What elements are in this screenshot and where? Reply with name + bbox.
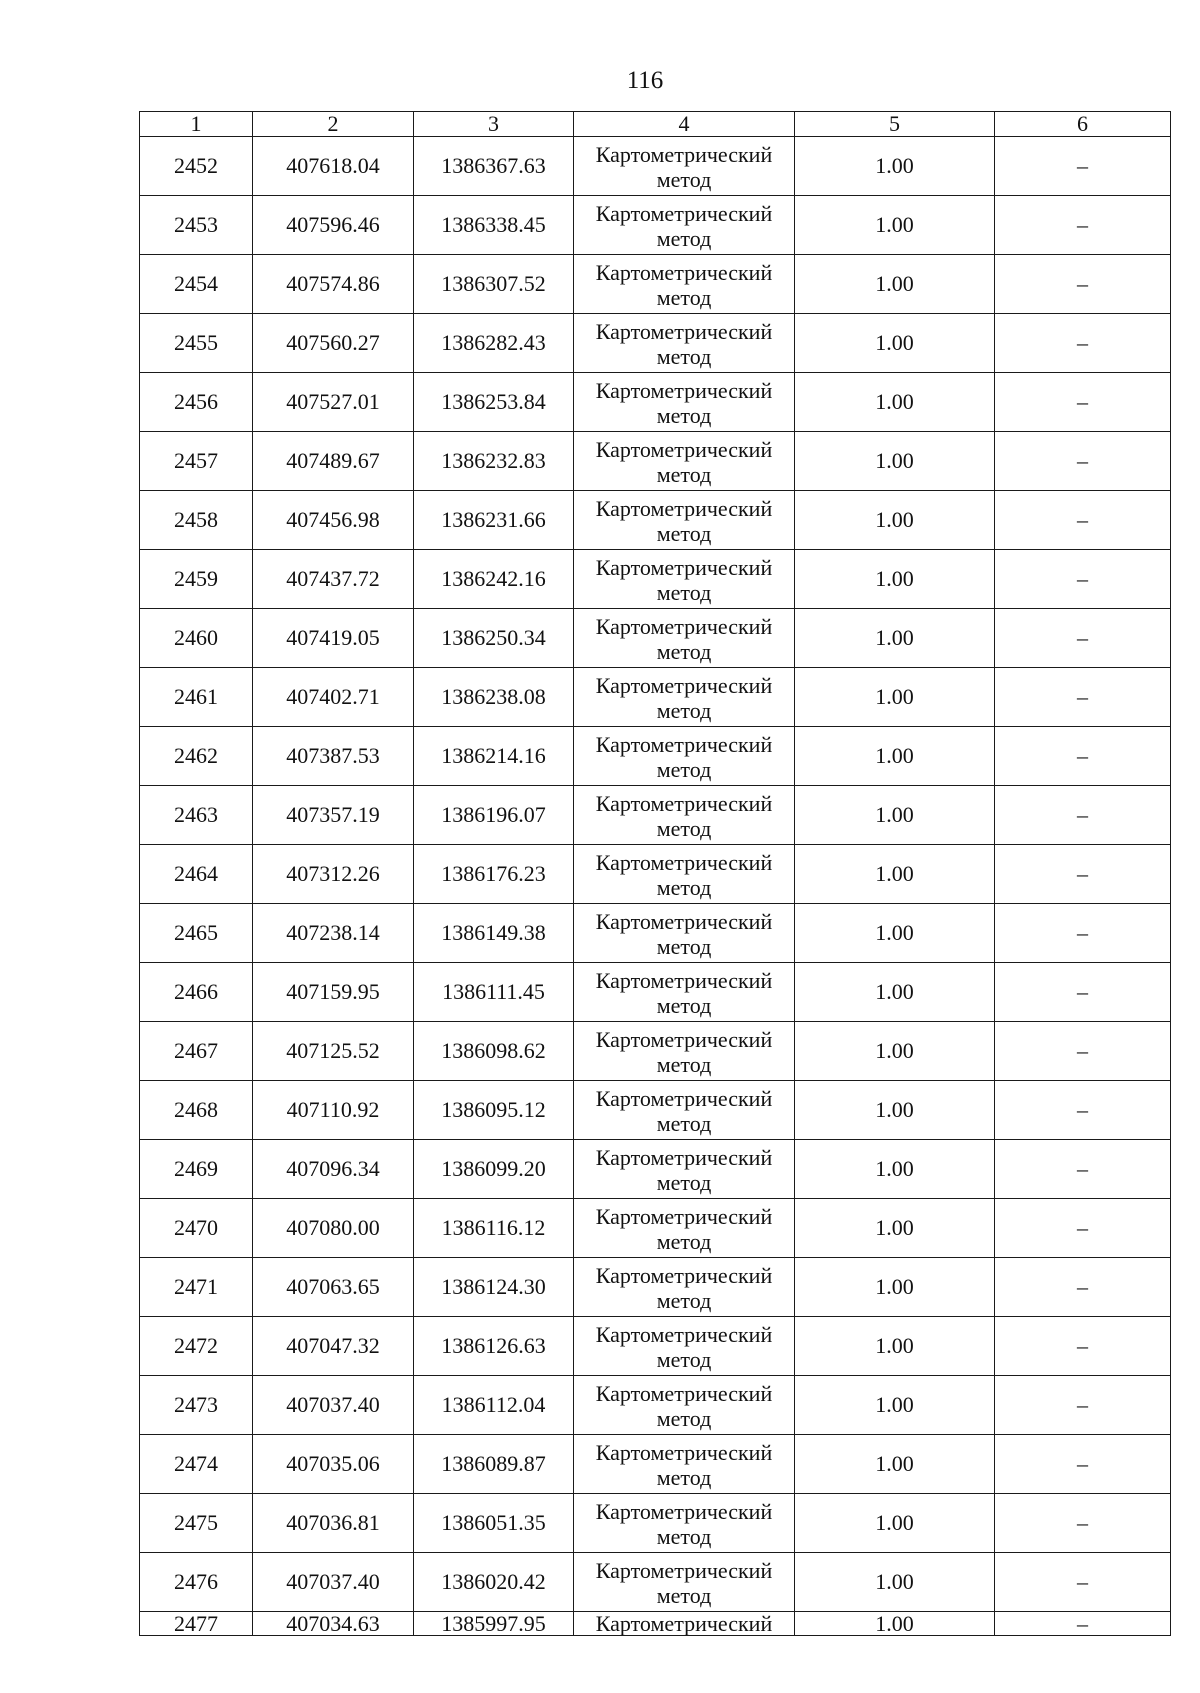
y-coordinate-cell: 1386095.12 — [414, 1081, 574, 1140]
y-coordinate-cell: 1386232.83 — [414, 432, 574, 491]
note-cell: – — [995, 196, 1171, 255]
accuracy-cell: 1.00 — [795, 609, 995, 668]
note-cell: – — [995, 1376, 1171, 1435]
method-text: метод — [656, 875, 712, 900]
note-cell: – — [995, 137, 1171, 196]
x-coordinate-cell: 407618.04 — [253, 137, 414, 196]
point-number-cell: 2477 — [140, 1612, 253, 1636]
y-coordinate-cell: 1386051.35 — [414, 1494, 574, 1553]
method-text: Картометрический — [595, 378, 773, 403]
x-coordinate-cell: 407063.65 — [253, 1258, 414, 1317]
method-text: метод — [656, 1524, 712, 1549]
point-number-cell: 2466 — [140, 963, 253, 1022]
x-coordinate-cell: 407047.32 — [253, 1317, 414, 1376]
note-cell: – — [995, 963, 1171, 1022]
method-text: метод — [656, 1347, 712, 1372]
x-coordinate-cell: 407037.40 — [253, 1553, 414, 1612]
coordinates-table — [139, 111, 1171, 1636]
point-number-cell: 2471 — [140, 1258, 253, 1317]
method-text: Картометрический — [595, 673, 773, 698]
note-cell: – — [995, 1435, 1171, 1494]
y-coordinate-cell: 1386196.07 — [414, 786, 574, 845]
accuracy-cell: 1.00 — [795, 491, 995, 550]
y-coordinate-cell: 1386098.62 — [414, 1022, 574, 1081]
point-number-cell: 2475 — [140, 1494, 253, 1553]
point-number-cell: 2468 — [140, 1081, 253, 1140]
method-text: метод — [656, 993, 712, 1018]
y-coordinate-cell: 1386307.52 — [414, 255, 574, 314]
column-header: 3 — [414, 112, 574, 137]
table-row — [140, 609, 1171, 668]
accuracy-cell: 1.00 — [795, 1199, 995, 1258]
table-row — [140, 432, 1171, 491]
point-number-cell: 2467 — [140, 1022, 253, 1081]
note-cell: – — [995, 314, 1171, 373]
method-cell — [574, 668, 795, 727]
x-coordinate-cell: 407080.00 — [253, 1199, 414, 1258]
accuracy-cell: 1.00 — [795, 1081, 995, 1140]
method-text: Картометрический — [595, 1027, 773, 1052]
point-number-cell: 2455 — [140, 314, 253, 373]
page-number: 116 — [626, 67, 664, 94]
note-cell: – — [995, 432, 1171, 491]
method-text: метод — [656, 698, 712, 723]
note-cell: – — [995, 373, 1171, 432]
table-row — [140, 196, 1171, 255]
note-cell: – — [995, 550, 1171, 609]
table-row — [140, 137, 1171, 196]
method-text: метод — [656, 1111, 712, 1136]
method-cell — [574, 1081, 795, 1140]
point-number-cell: 2469 — [140, 1140, 253, 1199]
x-coordinate-cell: 407456.98 — [253, 491, 414, 550]
x-coordinate-cell: 407037.40 — [253, 1376, 414, 1435]
x-coordinate-cell: 407574.86 — [253, 255, 414, 314]
method-text: Картометрический — [595, 1263, 773, 1288]
method-text: метод — [656, 1583, 712, 1608]
method-cell — [574, 609, 795, 668]
accuracy-cell: 1.00 — [795, 137, 995, 196]
table-row — [140, 1494, 1171, 1553]
point-number-cell: 2472 — [140, 1317, 253, 1376]
method-text: Картометрический — [595, 1204, 773, 1229]
x-coordinate-cell: 407034.63 — [253, 1612, 414, 1636]
table-row — [140, 1553, 1171, 1612]
point-number-cell: 2459 — [140, 550, 253, 609]
method-cell — [574, 137, 795, 196]
table-row — [140, 1081, 1171, 1140]
x-coordinate-cell: 407125.52 — [253, 1022, 414, 1081]
x-coordinate-cell: 407489.67 — [253, 432, 414, 491]
x-coordinate-cell: 407596.46 — [253, 196, 414, 255]
accuracy-cell: 1.00 — [795, 963, 995, 1022]
method-cell — [574, 550, 795, 609]
point-number-cell: 2473 — [140, 1376, 253, 1435]
column-header: 4 — [574, 112, 795, 137]
table-row — [140, 1140, 1171, 1199]
table-row — [140, 668, 1171, 727]
x-coordinate-cell: 407527.01 — [253, 373, 414, 432]
point-number-cell: 2456 — [140, 373, 253, 432]
accuracy-cell: 1.00 — [795, 255, 995, 314]
point-number-cell: 2453 — [140, 196, 253, 255]
y-coordinate-cell: 1386089.87 — [414, 1435, 574, 1494]
table-row — [140, 1612, 1171, 1636]
x-coordinate-cell: 407110.92 — [253, 1081, 414, 1140]
point-number-cell: 2463 — [140, 786, 253, 845]
note-cell: – — [995, 1081, 1171, 1140]
accuracy-cell: 1.00 — [795, 1612, 995, 1636]
point-number-cell: 2470 — [140, 1199, 253, 1258]
table-row — [140, 904, 1171, 963]
table-row — [140, 1376, 1171, 1435]
note-cell: – — [995, 904, 1171, 963]
point-number-cell: 2462 — [140, 727, 253, 786]
x-coordinate-cell: 407036.81 — [253, 1494, 414, 1553]
x-coordinate-cell: 407159.95 — [253, 963, 414, 1022]
method-text: метод — [656, 816, 712, 841]
method-text: Картометрический — [595, 1381, 773, 1406]
table-row — [140, 845, 1171, 904]
point-number-cell: 2476 — [140, 1553, 253, 1612]
method-cell — [574, 963, 795, 1022]
point-number-cell: 2460 — [140, 609, 253, 668]
method-cell — [574, 727, 795, 786]
method-text: метод — [656, 521, 712, 546]
method-cell — [574, 1317, 795, 1376]
point-number-cell: 2465 — [140, 904, 253, 963]
accuracy-cell: 1.00 — [795, 1376, 995, 1435]
point-number-cell: 2457 — [140, 432, 253, 491]
note-cell: – — [995, 727, 1171, 786]
method-text: метод — [656, 757, 712, 782]
y-coordinate-cell: 1386282.43 — [414, 314, 574, 373]
header-row — [140, 112, 1171, 137]
note-cell: – — [995, 1199, 1171, 1258]
table-row — [140, 491, 1171, 550]
accuracy-cell: 1.00 — [795, 1022, 995, 1081]
method-cell — [574, 1435, 795, 1494]
table-body — [140, 112, 1171, 1636]
method-text: метод — [656, 344, 712, 369]
y-coordinate-cell: 1386149.38 — [414, 904, 574, 963]
accuracy-cell: 1.00 — [795, 668, 995, 727]
x-coordinate-cell: 407437.72 — [253, 550, 414, 609]
method-cell — [574, 314, 795, 373]
y-coordinate-cell: 1386099.20 — [414, 1140, 574, 1199]
table-row — [140, 786, 1171, 845]
method-text: метод — [656, 167, 712, 192]
column-header: 1 — [140, 112, 253, 137]
note-cell: – — [995, 1022, 1171, 1081]
y-coordinate-cell: 1386214.16 — [414, 727, 574, 786]
method-cell — [574, 845, 795, 904]
y-coordinate-cell: 1386242.16 — [414, 550, 574, 609]
method-cell — [574, 786, 795, 845]
note-cell: – — [995, 491, 1171, 550]
method-text: метод — [656, 1288, 712, 1313]
method-text: метод — [656, 1170, 712, 1195]
note-cell: – — [995, 668, 1171, 727]
method-text: метод — [656, 580, 712, 605]
y-coordinate-cell: 1386126.63 — [414, 1317, 574, 1376]
x-coordinate-cell: 407357.19 — [253, 786, 414, 845]
column-header: 5 — [795, 112, 995, 137]
y-coordinate-cell: 1386112.04 — [414, 1376, 574, 1435]
note-cell: – — [995, 845, 1171, 904]
y-coordinate-cell: 1386253.84 — [414, 373, 574, 432]
accuracy-cell: 1.00 — [795, 1140, 995, 1199]
accuracy-cell: 1.00 — [795, 373, 995, 432]
method-text: метод — [656, 1229, 712, 1254]
point-number-cell: 2454 — [140, 255, 253, 314]
accuracy-cell: 1.00 — [795, 1258, 995, 1317]
method-text: Картометрический — [595, 555, 773, 580]
accuracy-cell: 1.00 — [795, 432, 995, 491]
x-coordinate-cell: 407238.14 — [253, 904, 414, 963]
method-cell — [574, 1022, 795, 1081]
y-coordinate-cell: 1386116.12 — [414, 1199, 574, 1258]
y-coordinate-cell: 1386367.63 — [414, 137, 574, 196]
point-number-cell: 2464 — [140, 845, 253, 904]
method-text: метод — [656, 1465, 712, 1490]
method-text: Картометрический — [595, 319, 773, 344]
note-cell: – — [995, 1258, 1171, 1317]
accuracy-cell: 1.00 — [795, 550, 995, 609]
method-text: метод — [656, 462, 712, 487]
method-cell — [574, 1553, 795, 1612]
accuracy-cell: 1.00 — [795, 1317, 995, 1376]
table-row — [140, 1199, 1171, 1258]
column-header: 6 — [995, 112, 1171, 137]
table-row — [140, 314, 1171, 373]
x-coordinate-cell: 407402.71 — [253, 668, 414, 727]
table-row — [140, 373, 1171, 432]
method-cell — [574, 1494, 795, 1553]
y-coordinate-cell: 1386238.08 — [414, 668, 574, 727]
method-cell — [574, 432, 795, 491]
method-text: Картометрический — [595, 1440, 773, 1465]
method-text: метод — [656, 285, 712, 310]
x-coordinate-cell: 407096.34 — [253, 1140, 414, 1199]
method-cell — [574, 373, 795, 432]
x-coordinate-cell: 407312.26 — [253, 845, 414, 904]
method-text: Картометрический — [595, 791, 773, 816]
table-row — [140, 255, 1171, 314]
method-text: Картометрический — [595, 1558, 773, 1583]
table-row — [140, 550, 1171, 609]
method-cell — [574, 1612, 795, 1636]
x-coordinate-cell: 407035.06 — [253, 1435, 414, 1494]
column-header: 2 — [253, 112, 414, 137]
method-text: Картометрический — [595, 437, 773, 462]
x-coordinate-cell: 407387.53 — [253, 727, 414, 786]
note-cell: – — [995, 1140, 1171, 1199]
accuracy-cell: 1.00 — [795, 904, 995, 963]
point-number-cell: 2474 — [140, 1435, 253, 1494]
table-row — [140, 963, 1171, 1022]
method-text: Картометрический — [595, 1322, 773, 1347]
point-number-cell: 2461 — [140, 668, 253, 727]
method-text: метод — [656, 403, 712, 428]
y-coordinate-cell: 1386250.34 — [414, 609, 574, 668]
note-cell: – — [995, 786, 1171, 845]
method-cell — [574, 491, 795, 550]
accuracy-cell: 1.00 — [795, 727, 995, 786]
table-row — [140, 1258, 1171, 1317]
method-cell — [574, 904, 795, 963]
method-text: метод — [656, 226, 712, 251]
point-number-cell: 2458 — [140, 491, 253, 550]
y-coordinate-cell: 1386124.30 — [414, 1258, 574, 1317]
accuracy-cell: 1.00 — [795, 1553, 995, 1612]
method-text: Картометрический — [595, 142, 773, 167]
accuracy-cell: 1.00 — [795, 314, 995, 373]
table-row — [140, 1022, 1171, 1081]
note-cell: – — [995, 255, 1171, 314]
note-cell: – — [995, 1612, 1171, 1636]
y-coordinate-cell: 1385997.95 — [414, 1612, 574, 1636]
accuracy-cell: 1.00 — [795, 1435, 995, 1494]
accuracy-cell: 1.00 — [795, 196, 995, 255]
method-cell — [574, 255, 795, 314]
accuracy-cell: 1.00 — [795, 786, 995, 845]
method-text: метод — [656, 1052, 712, 1077]
method-cell — [574, 1376, 795, 1435]
method-cell — [574, 1199, 795, 1258]
method-text: Картометрический — [595, 614, 773, 639]
x-coordinate-cell: 407560.27 — [253, 314, 414, 373]
method-text: Картометрический — [595, 496, 773, 521]
table-row — [140, 1317, 1171, 1376]
y-coordinate-cell: 1386176.23 — [414, 845, 574, 904]
method-text: Картометрический — [595, 732, 773, 757]
note-cell: – — [995, 1317, 1171, 1376]
table-row — [140, 727, 1171, 786]
method-cell — [574, 1258, 795, 1317]
method-text: Картометрический — [595, 260, 773, 285]
method-text: Картометрический — [595, 1086, 773, 1111]
method-text: Картометрический — [595, 1612, 773, 1635]
method-text: Картометрический — [595, 1145, 773, 1170]
y-coordinate-cell: 1386020.42 — [414, 1553, 574, 1612]
method-text: Картометрический — [595, 968, 773, 993]
method-cell — [574, 196, 795, 255]
point-number-cell: 2452 — [140, 137, 253, 196]
accuracy-cell: 1.00 — [795, 1494, 995, 1553]
method-text: Картометрический — [595, 909, 773, 934]
method-text: Картометрический — [595, 1499, 773, 1524]
note-cell: – — [995, 1494, 1171, 1553]
method-text: метод — [656, 639, 712, 664]
method-text: Картометрический — [595, 850, 773, 875]
method-cell — [574, 1140, 795, 1199]
y-coordinate-cell: 1386338.45 — [414, 196, 574, 255]
x-coordinate-cell: 407419.05 — [253, 609, 414, 668]
method-text: метод — [656, 1406, 712, 1431]
method-text: Картометрический — [595, 201, 773, 226]
y-coordinate-cell: 1386111.45 — [414, 963, 574, 1022]
method-text: метод — [656, 934, 712, 959]
table-row — [140, 1435, 1171, 1494]
note-cell: – — [995, 609, 1171, 668]
y-coordinate-cell: 1386231.66 — [414, 491, 574, 550]
accuracy-cell: 1.00 — [795, 845, 995, 904]
note-cell: – — [995, 1553, 1171, 1612]
